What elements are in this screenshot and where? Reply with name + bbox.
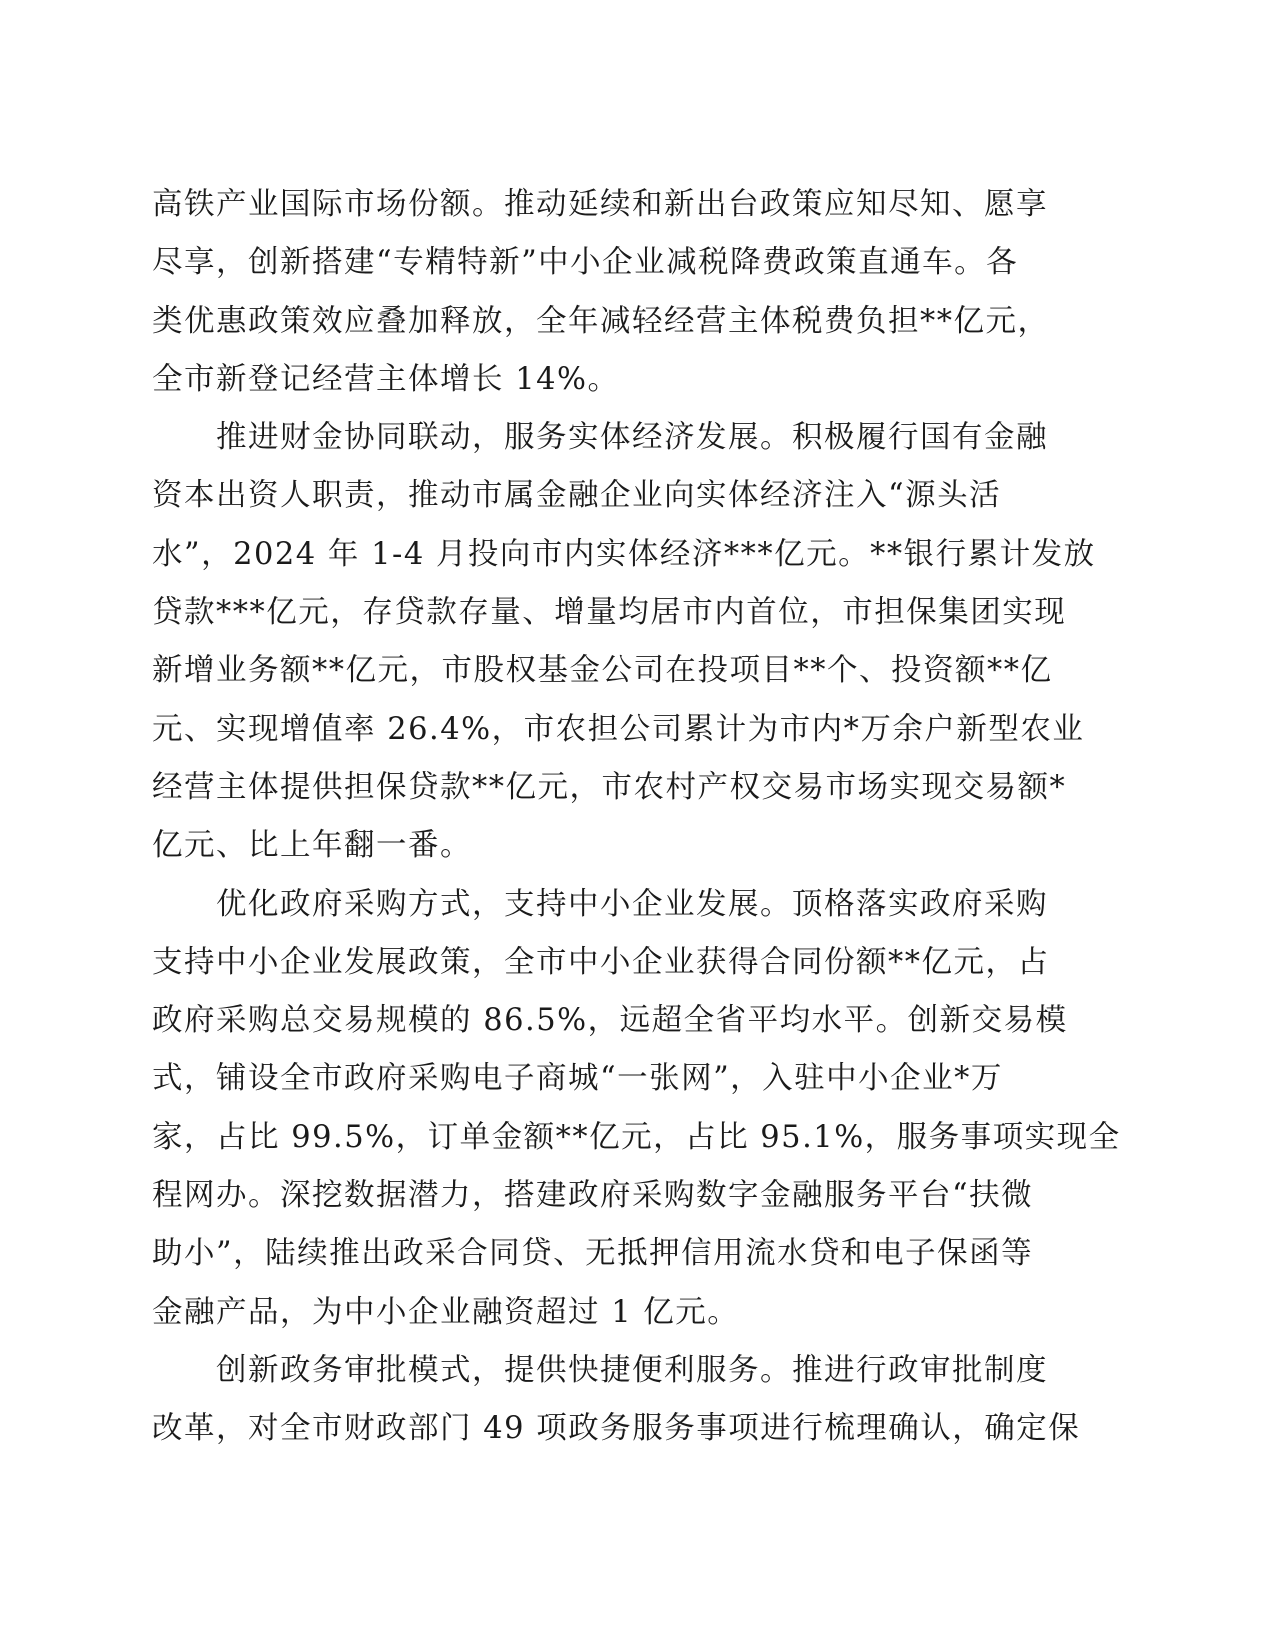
text-line: 资本出资人职责，推动市属金融企业向实体经济注入“源头活 [152, 478, 1002, 514]
text-line: 全市新登记经营主体增长 14%。 [152, 361, 620, 397]
text-line: 亿元、比上年翻一番。 [152, 828, 472, 864]
text-line: 改革，对全市财政部门 49 项政务服务事项进行梳理确认，确定保 [152, 1411, 1081, 1447]
text-line: 式，铺设全市政府采购电子商城“一张网”，入驻中小企业*万 [152, 1061, 1003, 1097]
text-line: 高铁产业国际市场份额。推动延续和新出台政策应知尽知、愿享 [152, 187, 1048, 222]
text-line: 新增业务额**亿元，市股权基金公司在投项目**个、投资额**亿 [152, 653, 1053, 689]
text-line: 政府采购总交易规模的 86.5%，远超全省平均水平。创新交易模 [152, 1003, 1068, 1039]
text-line: 水”，2024 年 1-4 月投向市内实体经济***亿元。**银行累计发放 [152, 536, 1096, 572]
paragraph-start-line: 推进财金协同联动，服务实体经济发展。积极履行国有金融 [216, 420, 1048, 456]
text-line: 贷款***亿元，存贷款存量、增量均居市内首位，市担保集团实现 [152, 595, 1067, 631]
text-line: 程网办。深挖数据潜力，搭建政府采购数字金融服务平台“扶微 [152, 1178, 1034, 1214]
text-line: 金融产品，为中小企业融资超过 1 亿元。 [152, 1294, 740, 1330]
text-line: 支持中小企业发展政策，全市中小企业获得合同份额**亿元，占 [152, 944, 1050, 980]
text-line: 元、实现增值率 26.4%，市农担公司累计为市内*万余户新型农业 [152, 711, 1085, 747]
text-line: 经营主体提供担保贷款**亿元，市农村产权交易市场实现交易额* [152, 769, 1067, 805]
text-line: 尽享，创新搭建“专精特新”中小企业减税降费政策直通车。各 [152, 245, 1019, 281]
paragraph-start-line: 优化政府采购方式，支持中小企业发展。顶格落实政府采购 [216, 886, 1048, 922]
text-line: 类优惠政策效应叠加释放，全年减轻经营主体税费负担**亿元， [152, 303, 1050, 339]
paragraph-start-line: 创新政务审批模式，提供快捷便利服务。推进行政审批制度 [216, 1352, 1048, 1388]
text-line: 助小”，陆续推出政采合同贷、无抵押信用流水贷和电子保函等 [152, 1236, 1034, 1272]
text-line: 家，占比 99.5%，订单金额**亿元，占比 95.1%，服务事项实现全 [152, 1119, 1121, 1155]
body-text [152, 176, 1121, 1459]
